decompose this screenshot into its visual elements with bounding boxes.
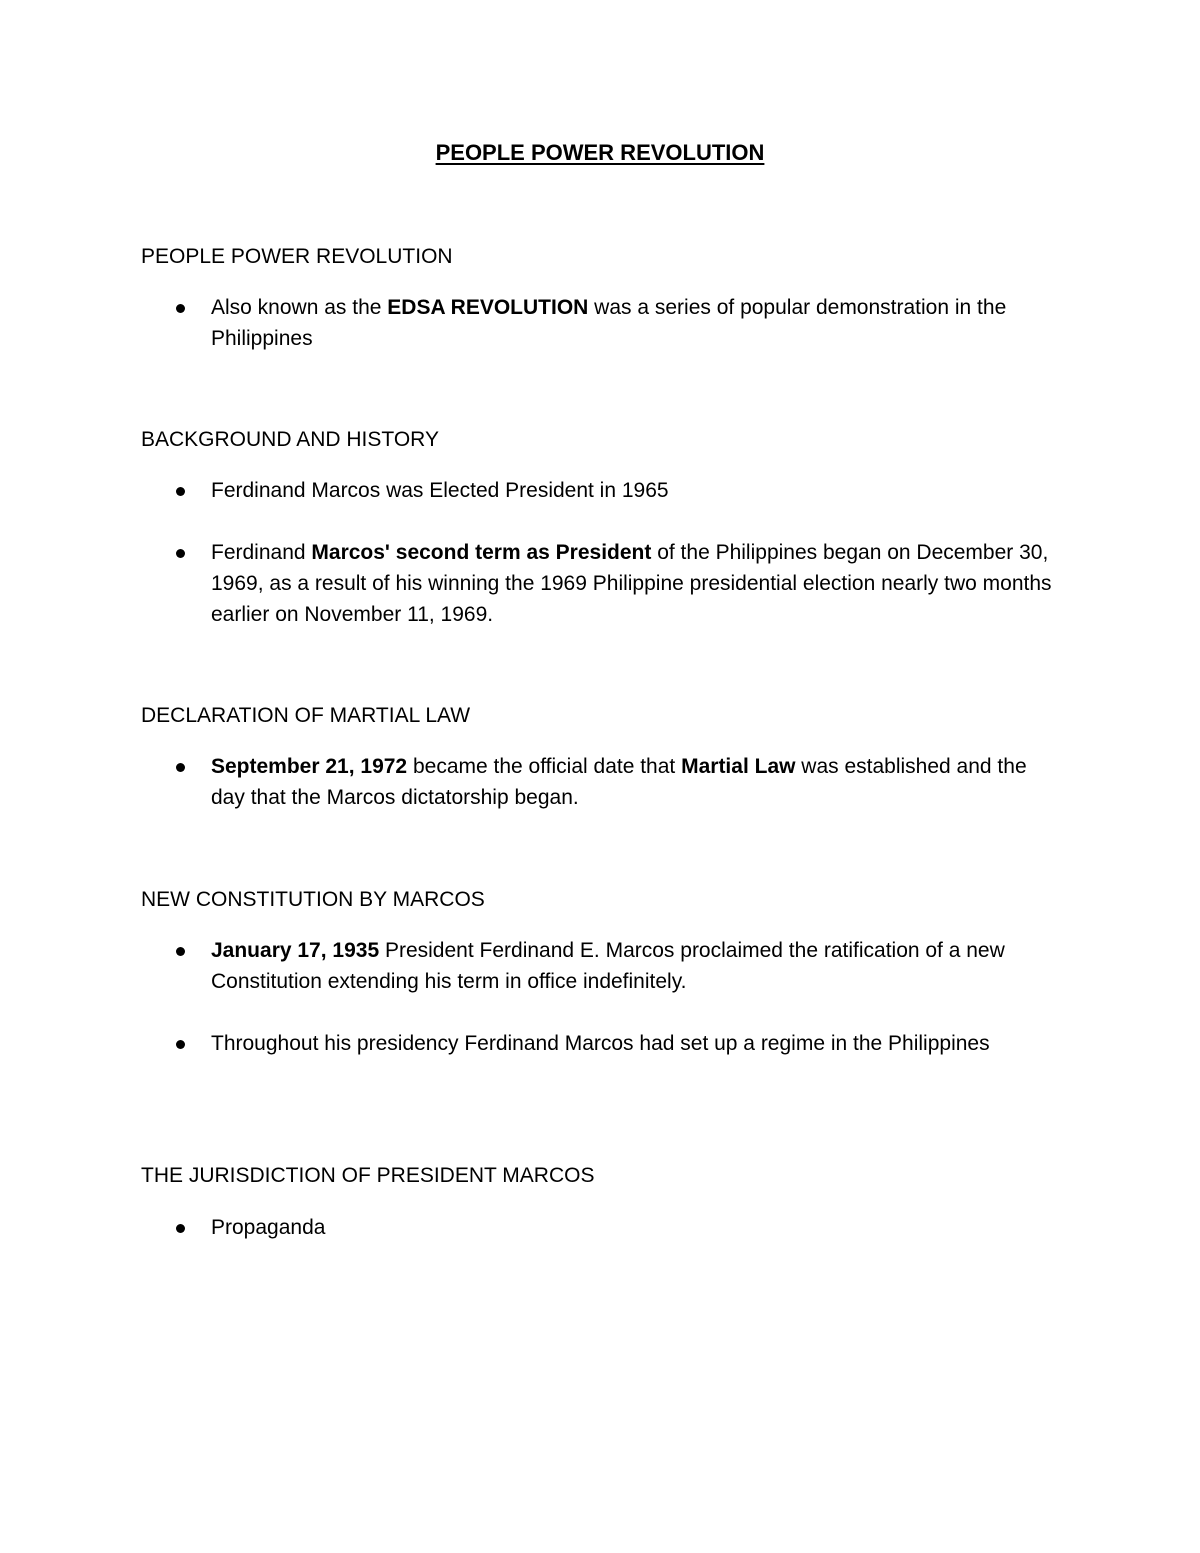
- section-background-history: [141, 425, 1061, 630]
- bullet-icon: [176, 763, 185, 772]
- bullet-icon: [176, 487, 185, 496]
- bullet-item: January 17, 1935 President Ferdinand E. Marcos proclaimed the ratification of a new Constitution extending his term in office indefinitely.: [141, 935, 1061, 997]
- section-heading: THE JURISDICTION OF PRESIDENT MARCOS: [141, 1164, 595, 1187]
- bullet-item: Propaganda: [141, 1212, 1061, 1243]
- section-heading: NEW CONSTITUTION BY MARCOS: [141, 888, 485, 911]
- bullet-icon: [176, 1040, 185, 1049]
- bullet-icon: [176, 549, 185, 558]
- document-title: PEOPLE POWER REVOLUTION: [435, 140, 765, 165]
- section-people-power: [141, 242, 1061, 354]
- section-martial-law: [141, 701, 1061, 813]
- bullet-item: Ferdinand Marcos' second term as President of the Philippines began on December 30, 1969, as a result of his winning the 1969 Philippine presidential election nearly two months earlier on November 11, 1969.: [141, 537, 1061, 630]
- bullet-item: Ferdinand Marcos was Elected President in 1965: [141, 475, 1061, 506]
- section-heading: PEOPLE POWER REVOLUTION: [141, 245, 453, 268]
- section-heading: BACKGROUND AND HISTORY: [141, 428, 439, 451]
- section-new-constitution: [141, 885, 1061, 1059]
- bullet-item: September 21, 1972 became the official date that Martial Law was established and the day that the Marcos dictatorship began.: [141, 751, 1061, 813]
- bullet-item: Throughout his presidency Ferdinand Marcos had set up a regime in the Philippines: [141, 1028, 1061, 1059]
- bullet-icon: [176, 304, 185, 313]
- bullet-item: Also known as the EDSA REVOLUTION was a series of popular demonstration in the Philippines: [141, 292, 1061, 354]
- section-jurisdiction: [141, 1161, 1061, 1243]
- bullet-icon: [176, 947, 185, 956]
- section-heading: DECLARATION OF MARTIAL LAW: [141, 704, 471, 727]
- bullet-icon: [176, 1224, 185, 1233]
